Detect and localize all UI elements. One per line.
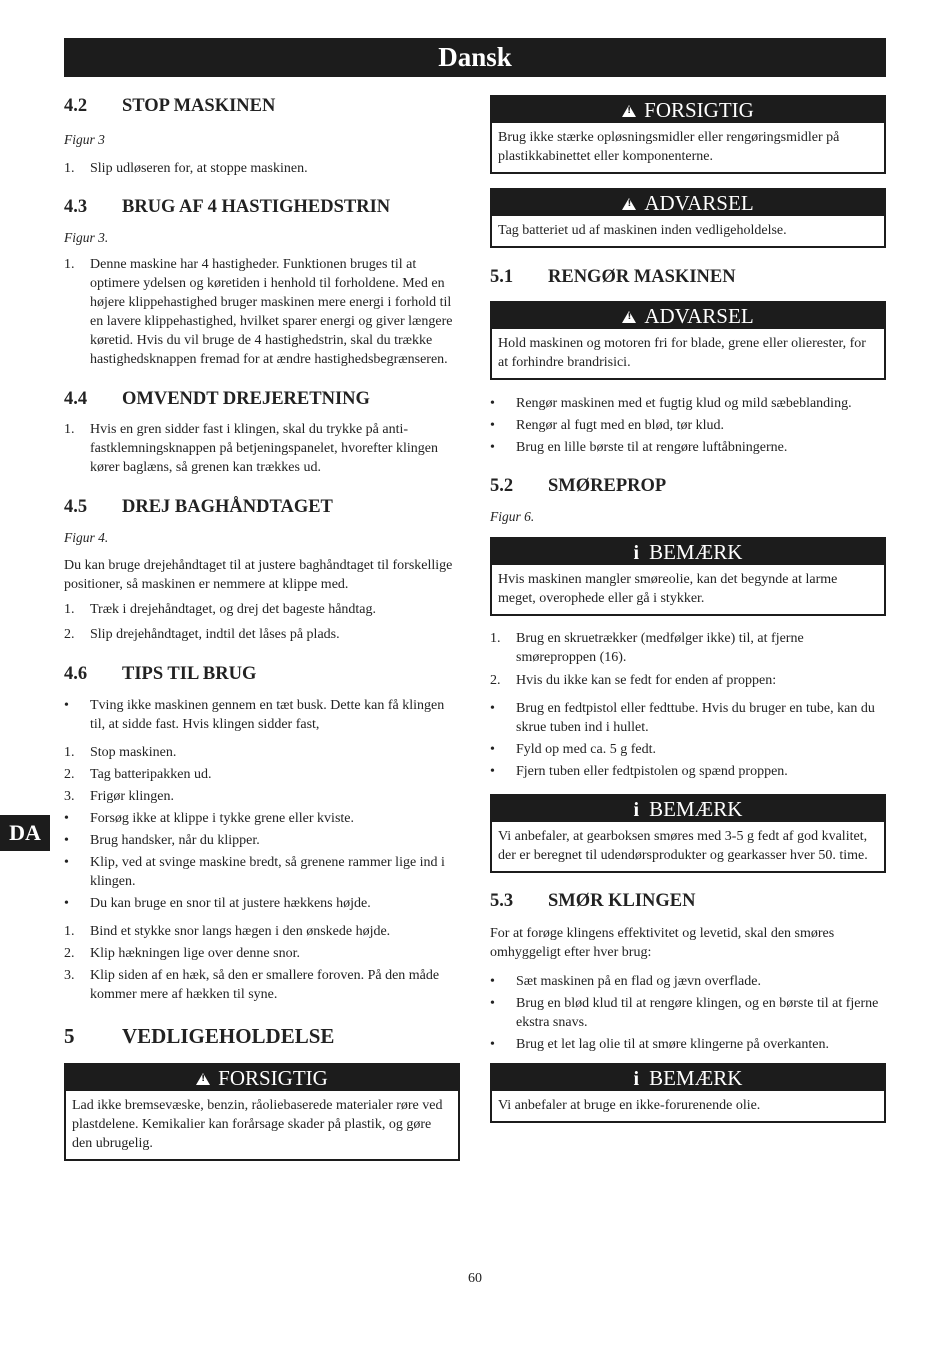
list-item: • Rengør al fugt med en blød, tør klud.: [490, 418, 725, 433]
numbered-list: [64, 420, 460, 477]
section-heading-4-2: 4.2 STOP MASKINEN: [64, 96, 276, 116]
numbered-list: [64, 255, 460, 369]
warning-triangle-icon: [622, 198, 636, 210]
list-item: 1. Hvis en gren sidder fast i klingen, skal du trykke på anti-fastklemningsknappen på betjeningspanelet, hvorefter klingen kører baglæns, så grenen kan trækkes ud.: [64, 422, 438, 475]
warning-triangle-icon: [196, 1073, 210, 1085]
list-item: • Brug et let lag olie til at smøre klingerne på overkanten.: [490, 1037, 829, 1052]
language-side-tab: DA: [0, 815, 50, 851]
bullet-list: [490, 972, 886, 1054]
list-item: 1. Stop maskinen.: [64, 745, 177, 760]
figure-ref: Figur 3.: [64, 230, 109, 245]
list-item: • Brug en blød klud til at rengøre klingen, og en børste til at fjerne ekstra snavs.: [490, 996, 879, 1030]
left-column: [64, 94, 460, 1161]
caution-box-text: Lad ikke bremsevæske, benzin, råoliebaserede materialer røre ved plastdelene. Kemikalier kan forårsage skader på plastik, og gøre den ubrugelig.: [72, 1098, 443, 1151]
section-heading-4-6: 4.6 TIPS TIL BRUG: [64, 664, 257, 684]
list-item: 1. Bind et stykke snor langs hægen i den ønskede højde.: [64, 924, 391, 939]
list-item: • Rengør maskinen med et fugtig klud og mild sæbeblanding.: [490, 396, 852, 411]
list-item: 1. Slip udløseren for, at stoppe maskinen.: [64, 161, 308, 176]
section-heading-4-4: 4.4 OMVENDT DREJERETNING: [64, 389, 370, 409]
warning-box-text: Hold maskinen og motoren fri for blade, grene eller olierester, for at forhindre brandrisici.: [498, 336, 866, 370]
list-item: 2. Tag batteripakken ud.: [64, 767, 212, 782]
list-item: • Sæt maskinen på en flad og jævn overflade.: [490, 974, 761, 989]
note-box-text: Vi anbefaler, at gearboksen smøres med 3-5 g fedt af god kvalitet, der er beregnet til udendørsprodukter og gearkasser hver 50. time.: [498, 829, 868, 863]
section-heading-4-3: 4.3 BRUG AF 4 HASTIGHEDSTRIN: [64, 197, 391, 217]
list-item: 2. Hvis du ikke kan se fedt for enden af proppen:: [490, 673, 777, 688]
right-column: [490, 94, 886, 1123]
numbered-list: [490, 629, 886, 690]
list-item: • Brug en fedtpistol eller fedttube. Hvis du bruger en tube, kan du skrue tuben ind i hullet.: [490, 701, 875, 735]
warning-box-header: !ADVARSEL: [492, 190, 884, 216]
note-box: [490, 1063, 886, 1123]
chapter-heading-5: 5 VEDLIGEHOLDELSE: [64, 1024, 335, 1048]
paragraph: For at forøge klingens effektivitet og levetid, skal den smøres omhyggeligt efter hver brug:: [490, 926, 835, 960]
section-heading-5-1: 5.1 RENGØR MASKINEN: [490, 267, 736, 287]
caution-box-text: Brug ikke stærke opløsningsmidler eller rengøringsmidler på plastikkabinettet eller komponenterne.: [498, 130, 840, 164]
warning-box: [490, 301, 886, 380]
bullet-list: [64, 696, 460, 734]
note-box-text: Vi anbefaler at bruge en ikke-forurenende olie.: [498, 1098, 761, 1113]
bullet-list: [490, 394, 886, 457]
list-item: • Fjern tuben eller fedtpistolen og spænd proppen.: [490, 764, 788, 779]
caution-box: [64, 1063, 460, 1161]
list-item: 3. Klip siden af en hæk, så den er smallere foroven. På den måde kommer mere af hækken til syne.: [64, 968, 440, 1002]
list-item: • Fyld op med ca. 5 g fedt.: [490, 742, 656, 757]
paragraph: Du kan bruge drejehåndtaget til at justere baghåndtaget til forskellige positioner, så maskinen er nemmere at klippe med.: [64, 558, 453, 592]
warning-box: [490, 188, 886, 248]
section-heading-5-2: 5.2 SMØREPROP: [490, 476, 667, 496]
note-box-text: Hvis maskinen mangler smøreolie, kan det begynde at larme meget, overophede eller gå i stykker.: [498, 572, 838, 606]
note-box-header: i BEMÆRK: [492, 796, 884, 822]
list-item: 2. Slip drejehåndtaget, indtil det låses på plads.: [64, 627, 340, 642]
list-item: 3. Frigør klingen.: [64, 789, 174, 804]
warning-box-text: Tag batteriet ud af maskinen inden vedligeholdelse.: [498, 223, 787, 238]
caution-box-header: !FORSIGTIG: [492, 97, 884, 123]
warning-triangle-icon: [622, 105, 636, 117]
list-item: • Forsøg ikke at klippe i tykke grene eller kviste.: [64, 811, 354, 826]
info-icon: i: [633, 1068, 640, 1090]
list-item: • Klip, ved at svinge maskine bredt, så grenene rammer lige ind i klingen.: [64, 855, 445, 889]
warning-triangle-icon: [622, 311, 636, 323]
section-heading-4-5: 4.5 DREJ BAGHÅNDTAGET: [64, 497, 333, 517]
warning-box-header: !ADVARSEL: [492, 303, 884, 329]
note-box: [490, 537, 886, 616]
info-icon: i: [633, 542, 640, 564]
section-heading-5-3: 5.3 SMØR KLINGEN: [490, 891, 696, 911]
list-item: • Du kan bruge en snor til at justere hækkens højde.: [64, 896, 371, 911]
list-item: 2. Klip hækningen lige over denne snor.: [64, 946, 300, 961]
note-box-header: i BEMÆRK: [492, 1065, 884, 1091]
sub-numbered-list: [64, 922, 460, 1004]
language-header: Dansk: [64, 38, 886, 77]
page-number: 60: [468, 1271, 482, 1286]
note-box: [490, 794, 886, 873]
bullet-list: [64, 809, 460, 913]
figure-ref: Figur 3: [64, 132, 105, 147]
figure-ref: Figur 6.: [490, 509, 535, 524]
info-icon: i: [633, 799, 640, 821]
numbered-list: [64, 159, 460, 178]
caution-box: [490, 95, 886, 174]
sub-numbered-list: [64, 743, 460, 806]
numbered-list: [64, 600, 460, 644]
caution-box-header: !FORSIGTIG: [66, 1065, 458, 1091]
note-box-header: i BEMÆRK: [492, 539, 884, 565]
list-item: • Brug en lille børste til at rengøre luftåbningerne.: [490, 440, 788, 455]
list-item: • Brug handsker, når du klipper.: [64, 833, 260, 848]
list-item: 1. Denne maskine har 4 hastigheder. Funktionen bruges til at optimere ydelsen og køretiden i henhold til forholdene. Med en højere klippehastighed bruger maskinen mere energi i forhold til en lavere klippehastighed, hvilket sparer energi og giver længere køretid. Hvis du vil bruge de 4 hastighedstrin, skal du trække hastighedsknappen fremad for at ændre hastighedsbegrænseren.: [64, 257, 453, 367]
list-item: • Tving ikke maskinen gennem en tæt busk. Dette kan få klingen til, at sidde fast. Hvis klingen sidder fast,: [64, 698, 445, 732]
figure-ref: Figur 4.: [64, 530, 109, 545]
bullet-list: [490, 699, 886, 781]
list-item: 1. Brug en skruetrækker (medfølger ikke) til, at fjerne smøreproppen (16).: [490, 631, 804, 665]
list-item: 1. Træk i drejehåndtaget, og drej det bageste håndtag.: [64, 602, 377, 617]
